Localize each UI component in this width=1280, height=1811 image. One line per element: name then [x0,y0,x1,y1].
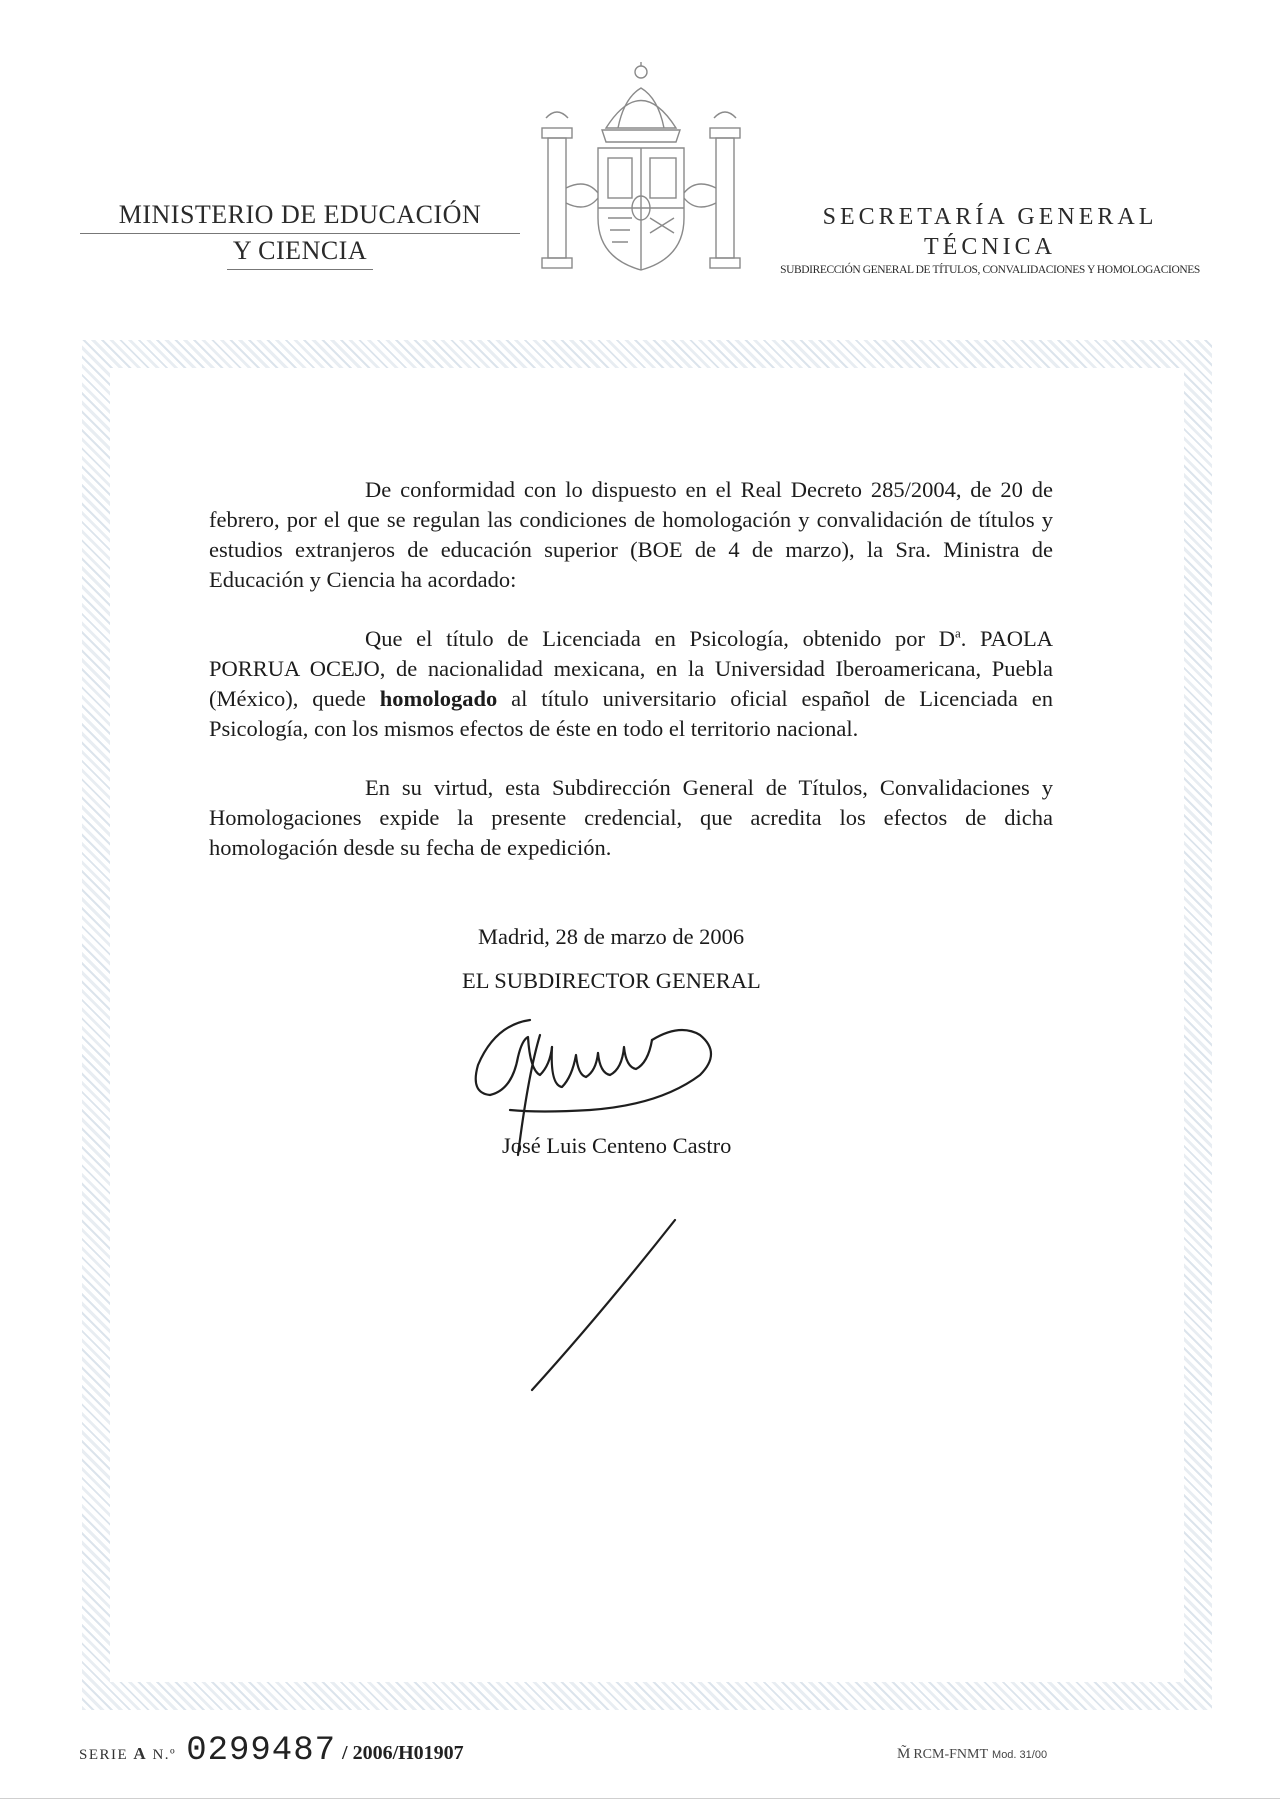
paragraph-homologation [209,624,1053,744]
paragraph-homologation-part-b: . PAOLA PORRUA OCEJO, de nacionalidad mexicana, en la Universidad Iberoamericana, Puebla (México), quede [209,626,1053,711]
paragraph-homologation-part-a: Que el título de Licenciada en Psicología, obtenido por D [365,626,955,651]
signer-name: José Luis Centeno Castro [502,1133,732,1158]
credential-body [209,475,1053,892]
model-label: Mod. 31/00 [992,1749,1048,1761]
paragraph-homologation-part-c: al título universitario oficial español de Licenciada en Psicología, con los mismos efectos de éste en todo el territorio nacional. [209,686,1053,741]
serie-label: SERIE A N.º [79,1744,177,1763]
homologado-bold: homologado [379,686,498,711]
place-date: Madrid, 28 de marzo de 2006 [478,924,745,949]
signer-role: EL SUBDIRECTOR GENERAL [462,968,761,993]
mint-mark: M̃ [897,1746,911,1762]
secretaria-title: SECRETARÍA GENERAL TÉCNICA [822,204,1158,260]
bottom-divider [0,1798,1280,1799]
serial-number: 0299487 [186,1732,337,1770]
ministry-line-2: Y CIENCIA [227,234,373,270]
paragraph-decree: De conformidad con lo dispuesto en el Real Decreto 285/2004, de 20 de febrero, por el que se regulan las condiciones de homologación y convalidación de títulos y estudios extranjeros de educación superior (BOE de 4 de marzo), la Sra. Ministra de Educación y Ciencia ha acordado: [209,477,1053,592]
printer-mark [897,1746,1047,1763]
handwritten-signature [400,995,820,1435]
ministry-line-1: MINISTERIO DE EDUCACIÓN [80,198,520,234]
subdireccion-subtitle: SUBDIRECCIÓN GENERAL DE TÍTULOS, CONVALIDACIONES Y HOMOLOGACIONES [780,264,1200,276]
secretaria-header [770,202,1210,278]
reference-number: / 2006/H01907 [342,1742,464,1764]
paragraph-homologation-sup: a [954,625,961,641]
ministry-header [80,198,520,270]
serial-number-line [79,1732,464,1772]
coat-of-arms-icon [536,58,746,283]
paragraph-issuance: En su virtud, esta Subdirección General de Títulos, Convalidaciones y Homologaciones expide la presente credencial, que acredita los efectos de dicha homologación desde su fecha de expedición. [209,775,1053,860]
rcm-label: RCM-FNMT [913,1747,989,1762]
